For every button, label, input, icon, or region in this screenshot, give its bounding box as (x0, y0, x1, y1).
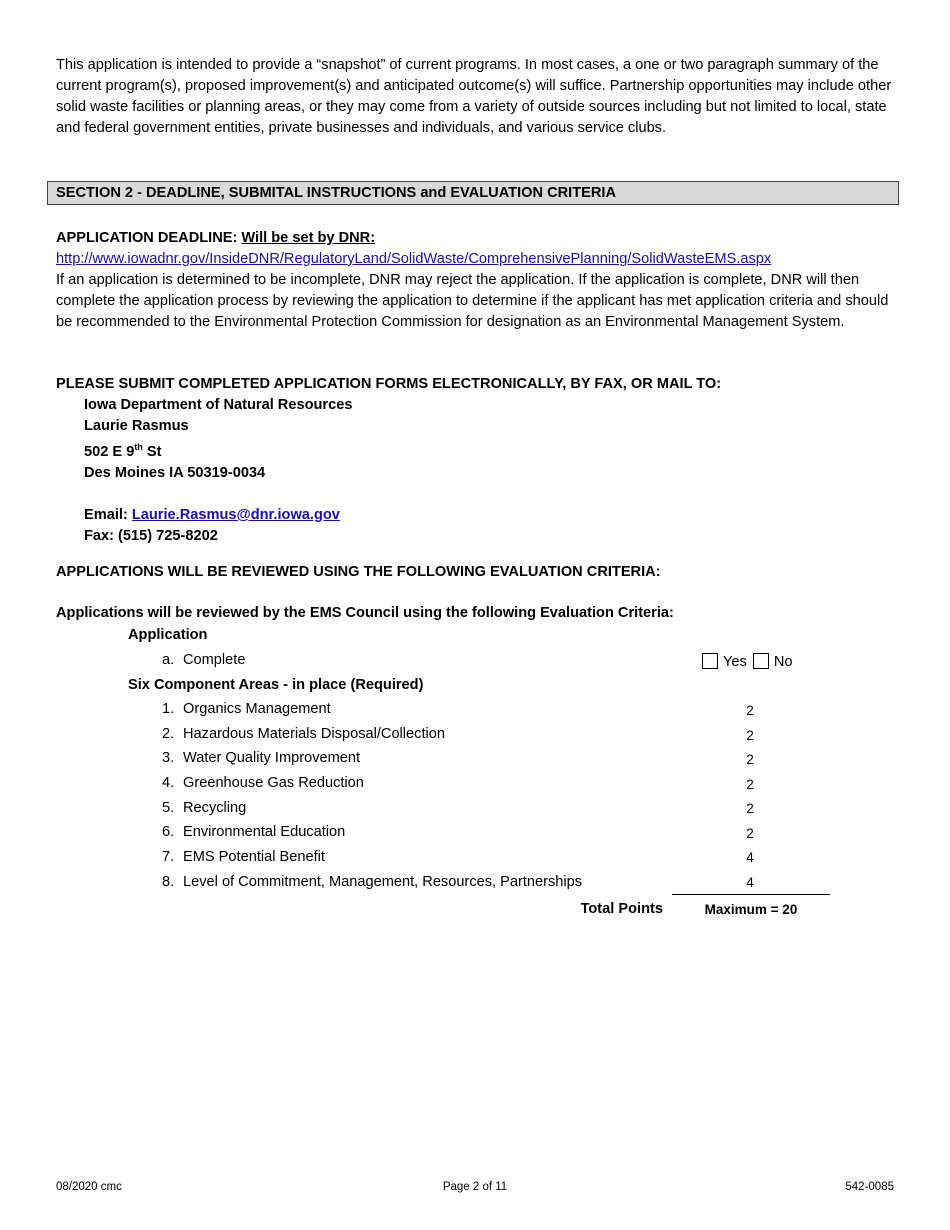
email-line: Email: Laurie.Rasmus@dnr.iowa.gov (84, 506, 340, 523)
criteria-row: 3. Water Quality Improvement (162, 750, 361, 766)
no-checkbox[interactable] (753, 653, 769, 669)
yes-checkbox[interactable] (702, 653, 718, 669)
criteria-points: 2 (746, 703, 754, 718)
footer-date: 08/2020 cmc (56, 1181, 122, 1193)
criteria-row: 2. Hazardous Materials Disposal/Collection (162, 726, 445, 742)
deadline-value: Will be set by DNR: (241, 230, 376, 246)
criteria-row: 8. Level of Commitment, Management, Resources, Partnerships (162, 874, 583, 890)
application-complete-row: a. Complete (162, 652, 246, 668)
deadline-line (56, 228, 896, 249)
criteria-row: 7. EMS Potential Benefit (162, 849, 325, 865)
intro-paragraph: This application is intended to provide a “snapshot” of current programs. In most cases, a one or two paragraph summary of the current program(s), proposed improvement(s) and anticipated outcome(s) will suffice. Partnership opportunities may include other solid waste facilities or planning areas, or they may come from a variety of outside sources including but not limited to local, state and federal government entities, private businesses and individuals, and various service clubs. (56, 57, 892, 136)
total-divider (672, 894, 830, 895)
footer-form-number: 542-0085 (845, 1181, 894, 1193)
criteria-points: 2 (746, 826, 754, 841)
footer-page-number: Page 2 of 11 (442, 1181, 508, 1193)
deadline-text: If an application is determined to be incomplete, DNR may reject the application. If the application is complete, DNR will then complete the application process by reviewing the application to determine if the applicant has met application criteria and should be recommended to the Environmental Protection Commission for designation as an Environmental Management System. (56, 272, 889, 330)
complete-checkboxes: Yes No (702, 652, 792, 673)
review-heading: APPLICATIONS WILL BE REVIEWED USING THE FOLLOWING EVALUATION CRITERIA: (56, 564, 661, 580)
total-points-value: Maximum = 20 (704, 902, 798, 917)
application-heading: Application (128, 627, 208, 643)
criteria-points: 4 (746, 850, 754, 865)
criteria-row: 4. Greenhouse Gas Reduction (162, 775, 364, 791)
fax-line: Fax: (515) 725-8202 (84, 527, 218, 544)
criteria-row: 5. Recycling (162, 800, 247, 816)
deadline-label: APPLICATION DEADLINE: (56, 230, 238, 246)
section-2-header: SECTION 2 - DEADLINE, SUBMITAL INSTRUCTIONS and EVALUATION CRITERIA (47, 181, 899, 205)
total-points-label: Total Points (580, 901, 663, 917)
mailing-address (84, 395, 352, 547)
address-street: 502 E 9th St (84, 442, 162, 460)
criteria-row: 1. Organics Management (162, 701, 331, 717)
deadline-block (56, 228, 896, 333)
criteria-points: 2 (746, 728, 754, 743)
criteria-points: 2 (746, 801, 754, 816)
components-heading: Six Component Areas - in place (Required) (128, 677, 424, 693)
email-link[interactable]: Laurie.Rasmus@dnr.iowa.gov (131, 506, 340, 523)
criteria-points: 2 (746, 752, 754, 767)
submit-heading: PLEASE SUBMIT COMPLETED APPLICATION FORMS ELECTRONICALLY, BY FAX, OR MAIL TO: (56, 376, 722, 392)
address-org: Iowa Department of Natural Resources (84, 397, 353, 413)
address-name: Laurie Rasmus (84, 418, 189, 434)
address-city: Des Moines IA 50319-0034 (84, 464, 266, 481)
criteria-row: 6. Environmental Education (162, 824, 346, 840)
criteria-points: 2 (746, 777, 754, 792)
dnr-url-link[interactable]: http://www.iowadnr.gov/InsideDNR/RegulatoryLand/SolidWaste/ComprehensivePlanning/SolidWasteEMS.aspx (56, 251, 772, 267)
criteria-points: 4 (746, 875, 754, 890)
criteria-intro: Applications will be reviewed by the EMS Council using the following Evaluation Criteria: (56, 605, 674, 621)
